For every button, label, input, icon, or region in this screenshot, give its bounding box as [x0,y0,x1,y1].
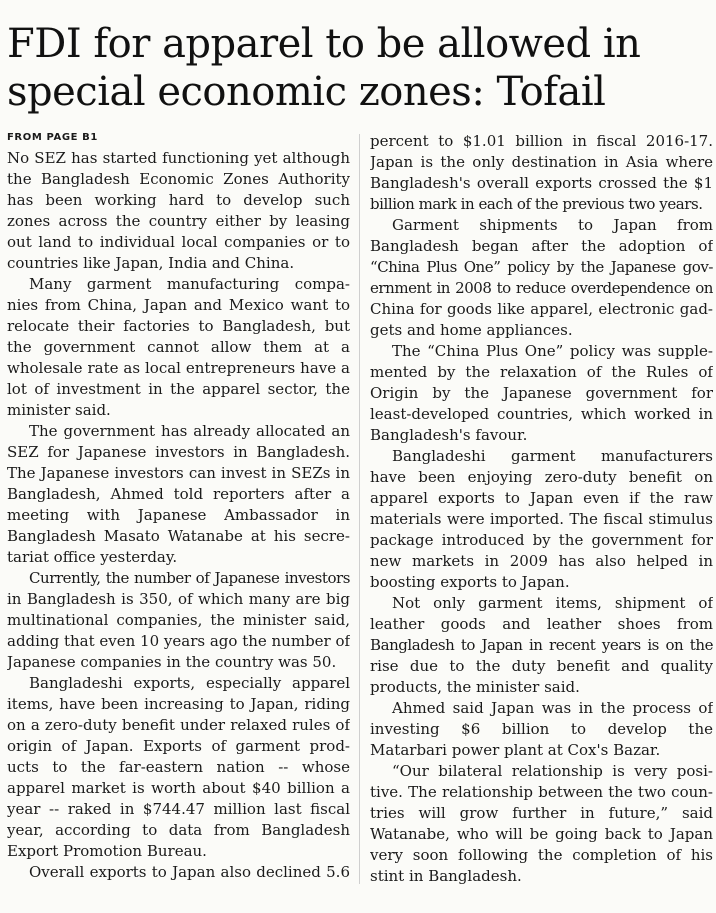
text-line: countries like Japan, India and China. [7,254,295,272]
text-line: lot of investment in the apparel sector, the [7,380,350,398]
text-line: Origin by the Japanese government for [370,384,713,402]
text-line: Bangladeshi garment manufacturers [392,447,713,465]
text-line: “China Plus One” policy by the Japanese gov- [370,258,713,276]
text-line: multinational companies, the minister said, [7,611,350,629]
text-line: Bangladesh began after the adoption of [370,237,713,255]
text-line: relocate their factories to Bangladesh, but [7,317,350,335]
text-line: The government has already allocated an [29,422,350,440]
text-line: leather goods and leather shoes from [370,615,713,633]
text-line: mented by the relaxation of the Rules of [370,363,713,381]
text-line: Bangladesh, Ahmed told reporters after a [7,485,350,503]
text-line: investing $6 billion to develop the [370,720,713,738]
text-line: gets and home appliances. [370,321,573,339]
text-line: China for goods like apparel, electronic gad- [370,300,713,318]
text-line: least-developed countries, which worked in [370,405,713,423]
text-line: out land to individual local companies or to [7,233,350,251]
text-line: zones across the country either by leasing [7,212,350,230]
text-line: Many garment manufacturing compa- [29,275,350,293]
text-line: has been working hard to develop such [7,191,350,209]
text-line: tive. The relationship between the two coun- [370,783,713,801]
text-line: in Bangladesh is 350, of which many are big [7,590,350,608]
text-line: Bangladesh's overall exports crossed the $1 [370,174,713,192]
text-line: the Bangladesh Economic Zones Authority [7,170,350,188]
text-line: Garment shipments to Japan from [392,216,713,234]
text-line: billion mark in each of the previous two years. [370,195,703,213]
text-line: Japanese companies in the country was 50. [7,653,337,671]
text-line: year, according to data from Bangladesh [7,821,350,839]
text-line: ucts to the far-eastern nation -- whose [7,758,350,776]
text-line: nies from China, Japan and Mexico want to [7,296,350,314]
text-line: Currently, the number of Japanese investors [29,569,350,587]
text-line: apparel market is worth about $40 billion a [7,779,350,797]
text-line: Overall exports to Japan also declined 5.6 [29,863,350,881]
text-line: Bangladesh to Japan in recent years is on the [370,636,713,654]
text-line: boosting exports to Japan. [370,573,570,591]
text-line: The “China Plus One” policy was supple- [392,342,713,360]
text-line: Bangladesh Masato Watanabe at his secre- [7,527,350,545]
text-line: Not only garment items, shipment of [392,594,713,612]
text-line: stint in Bangladesh. [370,867,522,885]
text-line: the government cannot allow them at a [7,338,350,356]
text-line: rise due to the duty benefit and quality [370,657,713,675]
text-line: new markets in 2009 has also helped in [370,552,713,570]
text-line: “Our bilateral relationship is very posi- [392,762,713,780]
text-line: meeting with Japanese Ambassador in [7,506,350,524]
left-column-text [7,148,350,883]
text-line: apparel exports to Japan even if the raw [370,489,713,507]
text-line: The Japanese investors can invest in SEZs in [7,464,350,482]
text-line: products, the minister said. [370,678,580,696]
text-line: Bangladesh's favour. [370,426,528,444]
right-column-text [370,131,713,887]
text-line: wholesale rate as local entrepreneurs have a [7,359,350,377]
headline-line: special economic zones: Tofail [7,69,606,115]
text-line: minister said. [7,401,111,419]
right-column [370,131,713,887]
text-line: tries will grow further in future,” said [370,804,713,822]
text-line: materials were imported. The fiscal stimulus [370,510,713,528]
text-line: No SEZ has started functioning yet although [7,149,350,167]
text-line: items, have been increasing to Japan, riding [7,695,350,713]
text-line: on a zero-duty benefit under relaxed rules of [7,716,350,734]
left-column [7,131,350,883]
text-line: very soon following the completion of his [370,846,713,864]
text-line: Export Promotion Bureau. [7,842,207,860]
text-line: have been enjoying zero-duty benefit on [370,468,713,486]
headline [7,0,709,116]
text-line: ernment in 2008 to reduce overdependence on [370,279,713,297]
headline-line: FDI for apparel to be allowed in [7,21,641,67]
text-line: year -- raked in $744.47 million last fiscal [7,800,350,818]
dateline: FROM PAGE B1 [7,132,98,143]
text-line: SEZ for Japanese investors in Bangladesh. [7,443,350,461]
text-line: origin of Japan. Exports of garment prod- [7,737,350,755]
text-line: Japan is the only destination in Asia where [370,153,713,171]
text-line: adding that even 10 years ago the number of [7,632,350,650]
text-line: Ahmed said Japan was in the process of [392,699,713,717]
text-line: Bangladeshi exports, especially apparel [29,674,350,692]
text-line: Watanabe, who will be going back to Japan [370,825,713,843]
text-line: tariat office yesterday. [7,548,178,566]
text-line: percent to $1.01 billion in fiscal 2016-17. [370,132,713,150]
column-divider [359,134,360,884]
text-line: package introduced by the government for [370,531,713,549]
text-line: Matarbari power plant at Cox's Bazar. [370,741,661,759]
